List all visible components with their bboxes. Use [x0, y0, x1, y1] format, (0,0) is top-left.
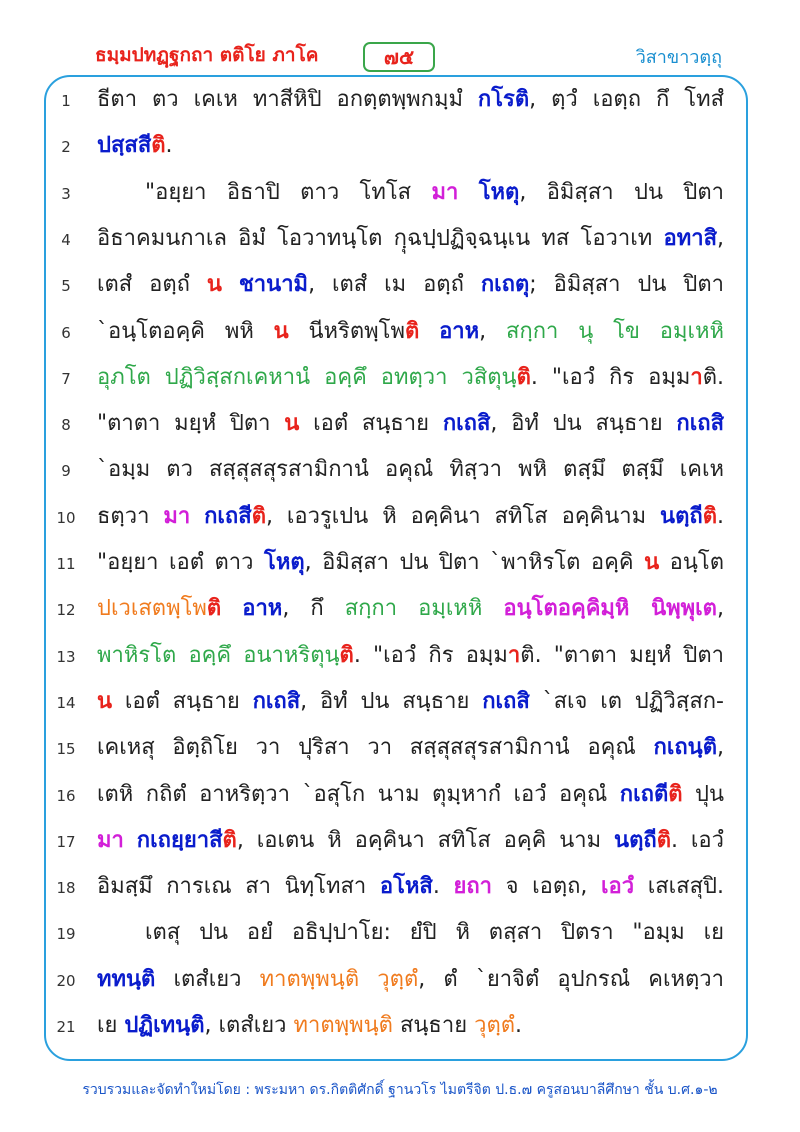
line-number: 2: [61, 138, 71, 157]
highlighted-word: พาหิรโต อคฺคึ อนาหริตุนฺ: [97, 642, 340, 668]
text-segment: , อิทํ ปน สนฺธาย: [300, 688, 483, 714]
text-segment: เสเสสุปิ.: [634, 874, 724, 900]
line-number: 4: [61, 230, 71, 249]
highlighted-word: อนฺโตอคฺคิมฺหิ นิพฺพุเต: [503, 596, 717, 622]
text-segment: , กึ: [282, 596, 345, 622]
text-segment: ,: [717, 225, 724, 251]
text-segment: .: [717, 364, 725, 390]
text-segment: . "ตาตา มยฺหํ ปิตา: [534, 642, 725, 668]
line-text: [97, 775, 724, 815]
highlighted-word: มา: [163, 503, 191, 529]
line-number: 5: [61, 277, 71, 296]
highlighted-word: ติ: [222, 827, 237, 853]
line-text: [97, 728, 724, 768]
text-segment: ธตฺวา: [97, 503, 164, 529]
highlighted-word: นตฺถี: [660, 503, 703, 529]
highlighted-word: มา: [431, 179, 459, 205]
highlighted-word: สกฺกา นุ โข อมฺเหหิ: [505, 318, 724, 344]
line-text: [97, 312, 724, 352]
text-segment: [222, 272, 239, 297]
highlighted-word: น: [206, 272, 222, 298]
text-segment: เอตํ สนฺธาย: [299, 411, 443, 437]
line-text: [97, 80, 724, 120]
line-number: 11: [56, 555, 76, 573]
story-title: วิสาขาวตฺถุ: [635, 47, 722, 68]
text-line: [0, 173, 800, 213]
highlighted-word: ปเวเสตพฺโพ: [97, 596, 207, 622]
highlighted-word: วุตฺตํ: [377, 966, 419, 992]
text-segment: จ เอตฺถ,: [492, 874, 602, 900]
text-segment: . "เอวํ กิร อมฺม: [353, 642, 508, 668]
text-segment: [124, 828, 137, 853]
text-line: [0, 265, 800, 305]
text-segment: ติ: [702, 364, 718, 390]
highlighted-word: อโหสิ: [379, 874, 433, 900]
highlighted-word: กเถสิ: [442, 411, 491, 437]
line-text: [97, 543, 724, 583]
text-segment: , เตสํเยว: [204, 1013, 294, 1038]
highlighted-word: ชานามิ: [238, 272, 309, 298]
text-line: [0, 821, 800, 861]
text-segment: .: [432, 874, 454, 900]
line-number: 1: [61, 92, 71, 110]
text-segment: เตสุ ปน อยํ อธิปฺปาโย: ยํปิ หิ ตสฺสา ปิตรา "อมฺม เย: [145, 920, 724, 946]
line-number: 19: [56, 925, 76, 944]
highlighted-word: โหตุ: [478, 179, 520, 205]
line-text: [97, 219, 724, 259]
highlighted-word: ติ: [339, 642, 354, 668]
text-segment: เตสํเยว: [155, 966, 260, 992]
highlighted-word: วุตฺตํ: [474, 1013, 516, 1038]
text-line: [0, 682, 800, 722]
text-segment: "อยฺยา อิธาปิ ตาว โทโส: [145, 179, 432, 205]
highlighted-word: กโรติ: [477, 87, 530, 112]
highlighted-word: ปฏิเทนฺติ: [124, 1013, 205, 1038]
text-segment: เคเหสุ อิตฺถิโย วา ปุริสา วา สสฺสุสสุรสามิกานํ อคุณํ: [97, 735, 654, 761]
highlighted-word: ทาตพฺพนฺติ: [259, 966, 360, 992]
text-line: [0, 728, 800, 768]
line-number: 18: [56, 879, 76, 898]
text-segment: [190, 504, 204, 529]
line-text: [97, 126, 724, 166]
text-segment: , ตํ `ยาจิตํ อุปกรณํ คเหตฺวา: [418, 966, 725, 992]
highlighted-word: กเถตี: [619, 781, 669, 807]
text-segment: ,: [716, 596, 724, 622]
text-line: [0, 775, 800, 815]
highlighted-word: อาห: [242, 596, 283, 622]
text-segment: อิมสฺมึ การเณ สา นิทฺโทสา: [97, 874, 380, 900]
highlighted-word: ยถา: [453, 874, 493, 900]
line-text: [97, 636, 724, 676]
highlighted-word: ติ: [702, 503, 717, 529]
line-text: [97, 682, 724, 722]
text-segment: . เอวํ: [671, 827, 724, 853]
highlighted-word: น: [97, 688, 113, 714]
highlighted-word: เอวํ: [601, 874, 635, 900]
text-segment: [397, 596, 418, 621]
line-number: 16: [56, 786, 76, 805]
text-segment: , เอวรูเปน หิ อคฺคินา สทิโส อคฺคินาม: [265, 503, 661, 529]
text-segment: [482, 596, 503, 621]
text-line: [0, 636, 800, 676]
text-segment: .: [165, 133, 173, 159]
line-text: [97, 1006, 724, 1046]
text-line: [0, 589, 800, 629]
line-number: 3: [61, 184, 71, 203]
highlighted-word: โหตุ: [264, 550, 305, 575]
highlighted-word: น: [273, 318, 289, 344]
line-number: 7: [61, 369, 71, 388]
text-line: [0, 219, 800, 259]
text-line: [0, 1006, 800, 1046]
line-text: [97, 821, 724, 861]
line-number: 14: [56, 693, 76, 712]
text-segment: , เตสํ เม อตฺถํ: [308, 272, 481, 298]
text-segment: [458, 180, 478, 205]
line-number: 9: [61, 462, 71, 481]
text-line: [0, 960, 800, 1000]
text-segment: อนฺโต: [659, 550, 724, 575]
line-text: [97, 265, 724, 305]
text-segment: [359, 967, 377, 992]
text-segment: , ตฺวํ เอตฺถ กึ โทสํ: [529, 87, 724, 112]
highlighted-word: นตฺถี: [614, 827, 657, 853]
text-segment: `อนฺโตอคฺคิ พหิ: [97, 318, 274, 344]
line-text: [97, 358, 724, 398]
text-line: [0, 497, 800, 537]
text-segment: ,: [479, 318, 506, 344]
highlighted-word: ติ: [251, 503, 266, 529]
line-text: [97, 960, 724, 1000]
highlighted-word: น: [284, 411, 300, 437]
text-segment: .: [515, 1013, 523, 1038]
highlighted-word: กเถสี: [204, 503, 252, 529]
line-number: 8: [61, 416, 71, 435]
highlighted-word: อุภโต ปฏิวิสฺสกเคหานํ อคฺคึ อทตฺวา วสิตุนฺ: [97, 364, 517, 390]
line-text: [145, 173, 724, 213]
highlighted-word: มา: [97, 827, 124, 853]
text-segment: .: [717, 503, 724, 529]
highlighted-word: ปสฺสสี: [97, 133, 152, 159]
highlighted-word: อทาสิ: [663, 225, 717, 251]
text-segment: เย: [97, 1013, 125, 1038]
text-segment: "ตาตา มยฺหํ ปิตา: [97, 411, 285, 437]
text-segment: นีหริตพฺโพ: [288, 318, 405, 344]
line-text: [97, 589, 724, 629]
text-segment: "อยฺยา เอตํ ตาว: [97, 550, 264, 575]
text-line: [0, 80, 800, 120]
highlighted-word: สกฺกา: [344, 596, 398, 622]
line-number: 15: [56, 740, 76, 759]
text-segment: ,: [717, 735, 724, 761]
text-segment: เตสํ อตฺถํ: [97, 272, 207, 298]
line-text: [97, 867, 724, 907]
text-segment: `สเจ เต ปฏิวิสฺสก-: [529, 688, 724, 714]
text-segment: , อิมิสฺสา ปน ปิตา `พาหิรโต อคฺคิ: [304, 550, 645, 575]
line-text: [145, 913, 724, 953]
text-segment: . "เอวํ กิร อมฺม: [530, 364, 691, 390]
highlighted-word: กเถสิ: [676, 411, 725, 437]
text-line: [0, 867, 800, 907]
text-line: [0, 312, 800, 352]
text-segment: ติ: [520, 642, 535, 668]
text-line: [0, 913, 800, 953]
text-segment: สนฺธาย: [392, 1013, 475, 1038]
highlighted-word: กเถตุ: [480, 272, 530, 298]
footer-credit: รวบรวมและจัดทำใหม่โดย : พระมหา ดร.กิตติศักดิ์ ฐานวโร ไมตรีจิต ป.ธ.๗ ครูสอนบาลีศึกษา ชั้น บ.ศ.๑-๒: [82, 1082, 718, 1098]
text-segment: , เอเตน หิ อคฺคินา สทิโส อคฺคิ นาม: [236, 827, 615, 853]
page-number: ๗๕: [363, 42, 435, 72]
line-text: [97, 450, 724, 490]
highlighted-word: อาห: [439, 318, 480, 344]
line-number: 6: [61, 323, 71, 342]
highlighted-word: อมฺเหหิ: [418, 596, 483, 622]
highlighted-word: ติ: [404, 318, 420, 344]
text-segment: เอตํ สนฺธาย: [112, 688, 253, 714]
line-number: 13: [56, 647, 76, 666]
book-title: ธมฺมปทฏฺฐกถา ตติโย ภาโค: [95, 44, 319, 66]
highlighted-word: ติ: [656, 827, 671, 853]
text-line: [0, 358, 800, 398]
text-line: [0, 450, 800, 490]
line-text: [97, 497, 724, 537]
highlighted-word: ติ: [206, 596, 222, 622]
text-segment: [221, 596, 242, 621]
text-segment: [419, 319, 439, 344]
highlighted-word: า: [507, 642, 521, 668]
highlighted-word: ติ: [668, 781, 683, 807]
highlighted-word: ติ: [151, 133, 166, 159]
text-segment: `อมฺม ตว สสฺสุสสุรสามิกานํ อคุณํ ทิสฺวา พหิ ตสฺมึ ตสฺมึ เคเห: [97, 457, 724, 483]
line-number: 17: [56, 832, 76, 851]
text-line: [0, 126, 800, 166]
highlighted-word: ทาตพฺพนฺติ: [293, 1013, 393, 1038]
highlighted-word: ททนฺติ: [97, 966, 156, 992]
highlighted-word: น: [644, 550, 660, 575]
text-segment: ธีตา ตว เคเห ทาสีหิปิ อกตฺตพฺพกมฺมํ: [97, 87, 478, 112]
text-segment: ; อิมิสฺสา ปน ปิตา: [529, 272, 724, 298]
line-number: 20: [56, 971, 76, 990]
highlighted-word: า: [690, 364, 703, 390]
highlighted-word: กเถยฺยาสี: [136, 827, 223, 853]
text-segment: , อิมิสฺสา ปน ปิตา: [519, 179, 724, 205]
text-segment: อิธาคมนกาเล อิมํ โอวาทนฺโต กฺุฉปฺปฏิจฺฉนฺเน ทส โอวาเท: [97, 225, 664, 251]
text-segment: เตหิ กถิตํ อาหริตฺวา `อสุโก นาม ตุมฺหากํ เอวํ อคุณํ: [97, 781, 620, 807]
line-number: 12: [56, 601, 76, 620]
text-line: [0, 543, 800, 583]
text-line: [0, 404, 800, 444]
line-number: 21: [56, 1018, 76, 1036]
line-text: [97, 404, 724, 444]
highlighted-word: กเถสิ: [252, 688, 301, 714]
highlighted-word: ติ: [516, 364, 531, 390]
line-number: 10: [56, 508, 76, 527]
highlighted-word: กเถนฺติ: [653, 735, 717, 761]
text-segment: ปุน: [682, 781, 725, 807]
text-segment: , อิทํ ปน สนฺธาย: [490, 411, 677, 437]
highlighted-word: กเถสิ: [482, 688, 530, 714]
